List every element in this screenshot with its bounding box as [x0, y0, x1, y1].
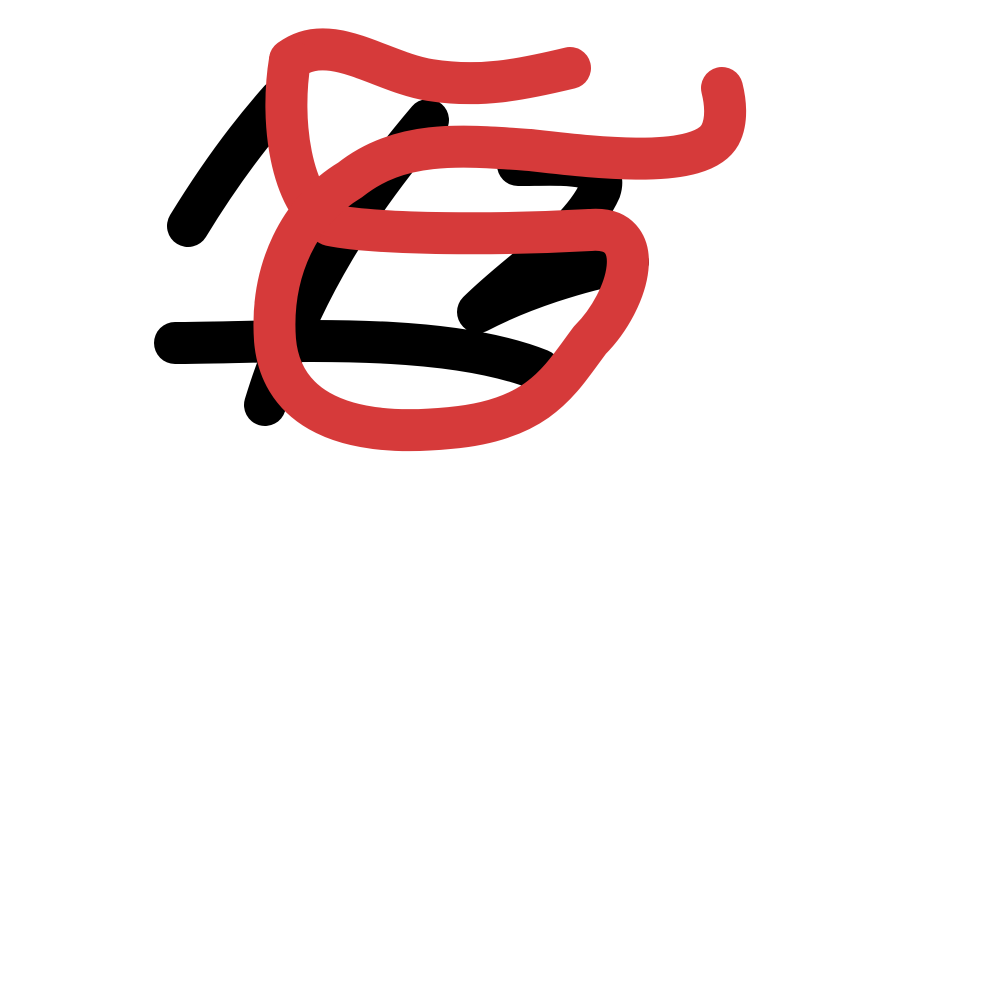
- black-stroke-horizontal-curve: [175, 341, 540, 370]
- red-stroke-top-wave: [290, 49, 570, 83]
